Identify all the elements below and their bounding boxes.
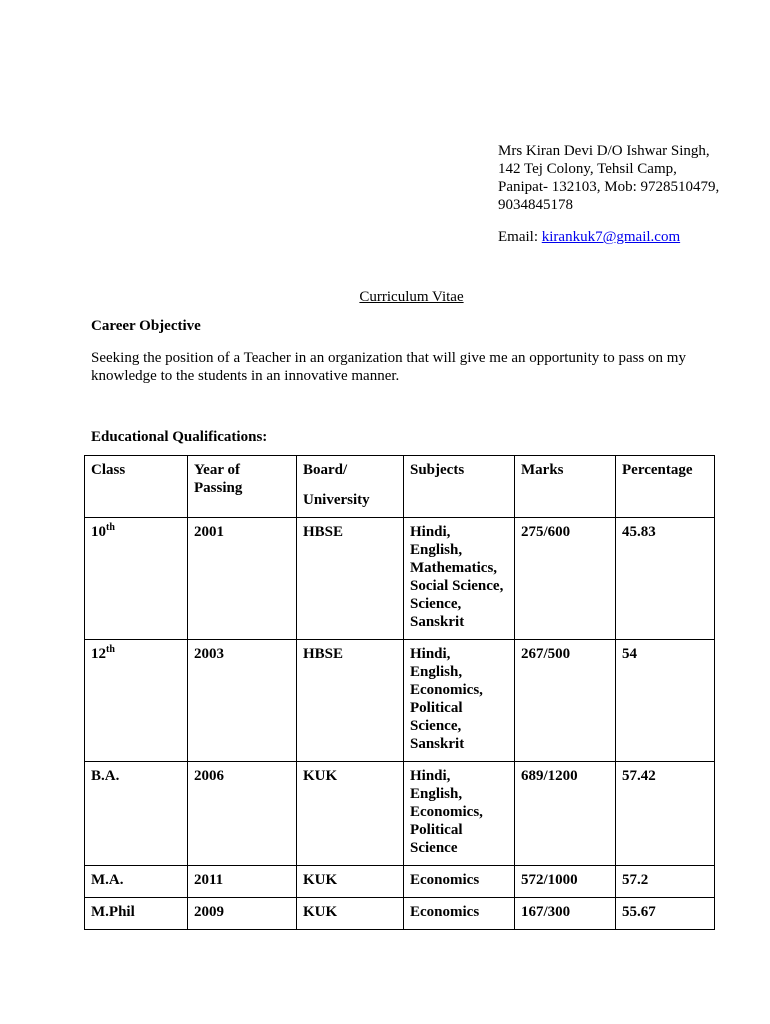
subject-item: Sanskrit <box>410 614 465 630</box>
header-board-line2: University <box>303 492 370 508</box>
address-line-city-mobile: Panipat- 132103, Mob: 9728510479, <box>498 179 720 195</box>
cell-class <box>85 640 188 762</box>
subject-item: Mathematics, <box>410 560 498 576</box>
table-header-row <box>85 456 715 518</box>
cell-subjects <box>404 866 515 898</box>
cell-board: KUK <box>297 866 404 898</box>
subject-item: Social Science, <box>410 578 504 594</box>
cell-subjects <box>404 640 515 762</box>
cell-marks: 167/300 <box>515 898 616 930</box>
cell-class <box>85 518 188 640</box>
cell-percentage: 57.2 <box>616 866 715 898</box>
cell-class: B.A. <box>85 762 188 866</box>
document-title-wrapper <box>0 289 770 306</box>
cell-year: 2003 <box>188 640 297 762</box>
cell-board: HBSE <box>297 640 404 762</box>
subject-item: Economics <box>410 872 480 888</box>
subject-item: Science <box>410 840 458 856</box>
cell-percentage: 54 <box>616 640 715 762</box>
cell-marks: 689/1200 <box>515 762 616 866</box>
cell-marks: 267/500 <box>515 640 616 762</box>
header-board-line1: Board/ <box>303 462 348 478</box>
subject-item: Science, <box>410 596 462 612</box>
email-link[interactable]: kirankuk7@gmail.com <box>541 229 681 245</box>
subject-item: Economics <box>410 904 480 920</box>
address-line-phone: 9034845178 <box>498 197 573 213</box>
table-row <box>85 640 715 762</box>
subject-item: English, <box>410 542 463 558</box>
class-superscript: th <box>106 644 115 655</box>
table-row <box>85 898 715 930</box>
subject-item: Political <box>410 822 463 838</box>
table-row <box>85 866 715 898</box>
cell-year: 2006 <box>188 762 297 866</box>
table-row <box>85 762 715 866</box>
header-marks: Marks <box>515 456 616 518</box>
email-line <box>498 228 748 246</box>
header-subjects: Subjects <box>404 456 515 518</box>
cell-subjects <box>404 898 515 930</box>
cell-marks: 572/1000 <box>515 866 616 898</box>
subject-item: Political <box>410 700 463 716</box>
address-block <box>498 142 748 246</box>
subject-item: English, <box>410 786 463 802</box>
cell-year: 2011 <box>188 866 297 898</box>
qualifications-table <box>84 455 715 930</box>
address-line-street: 142 Tej Colony, Tehsil Camp, <box>498 161 677 177</box>
address-line-name: Mrs Kiran Devi D/O Ishwar Singh, <box>498 143 710 159</box>
cell-percentage: 45.83 <box>616 518 715 640</box>
cell-percentage: 55.67 <box>616 898 715 930</box>
header-percentage: Percentage <box>616 456 715 518</box>
cell-subjects <box>404 518 515 640</box>
cell-board: KUK <box>297 898 404 930</box>
career-objective-text: Seeking the position of a Teacher in an organization that will give me an opportunity to pass on my knowledge to the students in an innovative manner. <box>91 350 686 384</box>
cell-subjects <box>404 762 515 866</box>
cell-class: M.Phil <box>85 898 188 930</box>
table-row <box>85 518 715 640</box>
subject-item: Science, <box>410 718 462 734</box>
class-superscript: th <box>106 522 115 533</box>
header-board <box>297 456 404 518</box>
cell-marks: 275/600 <box>515 518 616 640</box>
header-year: Year of Passing <box>188 456 297 518</box>
cell-percentage: 57.42 <box>616 762 715 866</box>
subject-item: Hindi, <box>410 768 451 784</box>
cell-year: 2001 <box>188 518 297 640</box>
email-label: Email: <box>498 229 542 245</box>
subject-item: Sanskrit <box>410 736 465 752</box>
cell-board: HBSE <box>297 518 404 640</box>
cell-board: KUK <box>297 762 404 866</box>
class-value: 12 <box>91 646 106 662</box>
education-heading: Educational Qualifications: <box>91 429 268 445</box>
document-title: Curriculum Vitae <box>359 289 464 305</box>
subject-item: English, <box>410 664 463 680</box>
cell-class: M.A. <box>85 866 188 898</box>
header-class: Class <box>85 456 188 518</box>
subject-item: Economics, <box>410 682 483 698</box>
cell-year: 2009 <box>188 898 297 930</box>
subject-item: Hindi, <box>410 524 451 540</box>
subject-item: Hindi, <box>410 646 451 662</box>
career-objective-heading: Career Objective <box>91 318 201 334</box>
subject-item: Economics, <box>410 804 483 820</box>
class-value: 10 <box>91 524 106 540</box>
